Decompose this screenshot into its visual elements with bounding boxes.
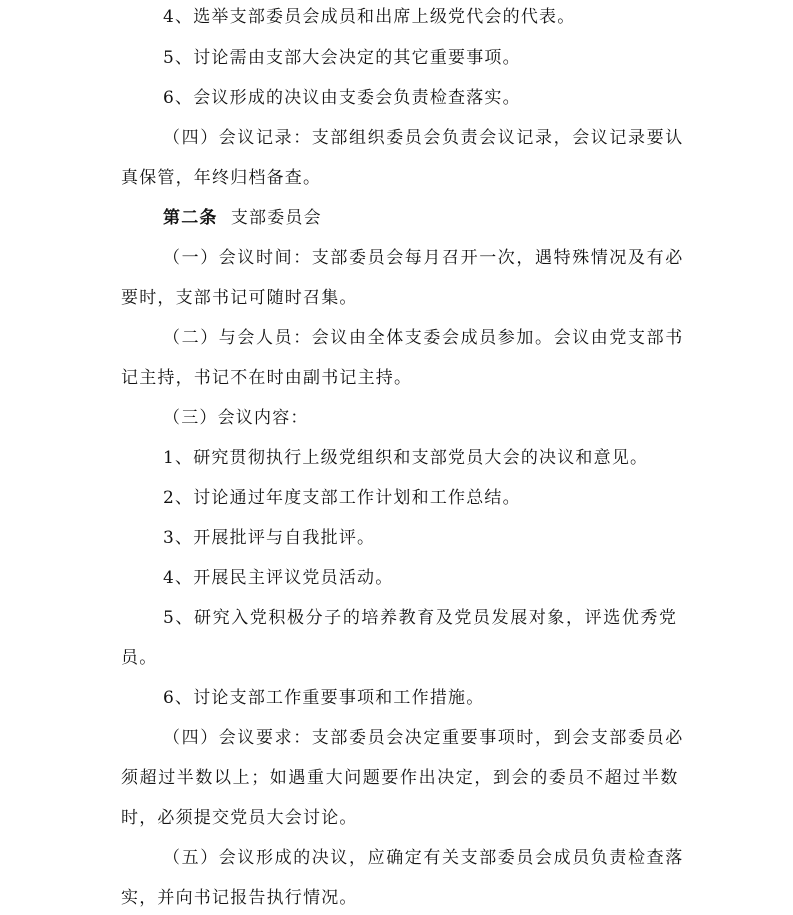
subheading: （三）会议内容：	[163, 408, 309, 428]
paragraph-line: 要时，支部书记可随时召集。	[121, 288, 358, 308]
section-title: 支部委员会	[230, 208, 322, 228]
paragraph-line: （五）会议形成的决议，应确定有关支部委员会成员负责检查落	[163, 848, 684, 868]
list-item: 5、讨论需由支部大会决定的其它重要事项。	[163, 48, 521, 68]
paragraph-line: 真保管，年终归档备查。	[121, 168, 322, 188]
paragraph-line: 记主持，书记不在时由副书记主持。	[121, 368, 413, 388]
list-item: 5、研究入党积极分子的培养教育及党员发展对象，评选优秀党	[163, 608, 678, 628]
list-item-continuation: 员。	[121, 648, 158, 668]
article-number: 第二条	[163, 208, 218, 228]
paragraph-line: （一）会议时间：支部委员会每月召开一次，遇特殊情况及有必	[163, 248, 684, 268]
paragraph-line: 实，并向书记报告执行情况。	[121, 888, 358, 908]
paragraph-line: （四）会议记录：支部组织委员会负责会议记录，会议记录要认	[163, 128, 684, 148]
section-heading	[163, 207, 322, 229]
list-item: 4、选举支部委员会成员和出席上级党代会的代表。	[163, 7, 576, 27]
list-item: 3、开展批评与自我批评。	[163, 528, 376, 548]
paragraph-line: 时，必须提交党员大会讨论。	[121, 808, 358, 828]
list-item: 1、研究贯彻执行上级党组织和支部党员大会的决议和意见。	[163, 448, 649, 468]
list-item: 6、会议形成的决议由支委会负责检查落实。	[163, 88, 521, 108]
list-item: 4、开展民主评议党员活动。	[163, 568, 394, 588]
list-item: 2、讨论通过年度支部工作计划和工作总结。	[163, 488, 521, 508]
paragraph-line: 须超过半数以上；如遇重大问题要作出决定，到会的委员不超过半数	[121, 768, 679, 788]
paragraph-line: （二）与会人员：会议由全体支委会成员参加。会议由党支部书	[163, 328, 684, 348]
list-item: 6、讨论支部工作重要事项和工作措施。	[163, 688, 485, 708]
paragraph-line: （四）会议要求：支部委员会决定重要事项时，到会支部委员必	[163, 728, 684, 748]
